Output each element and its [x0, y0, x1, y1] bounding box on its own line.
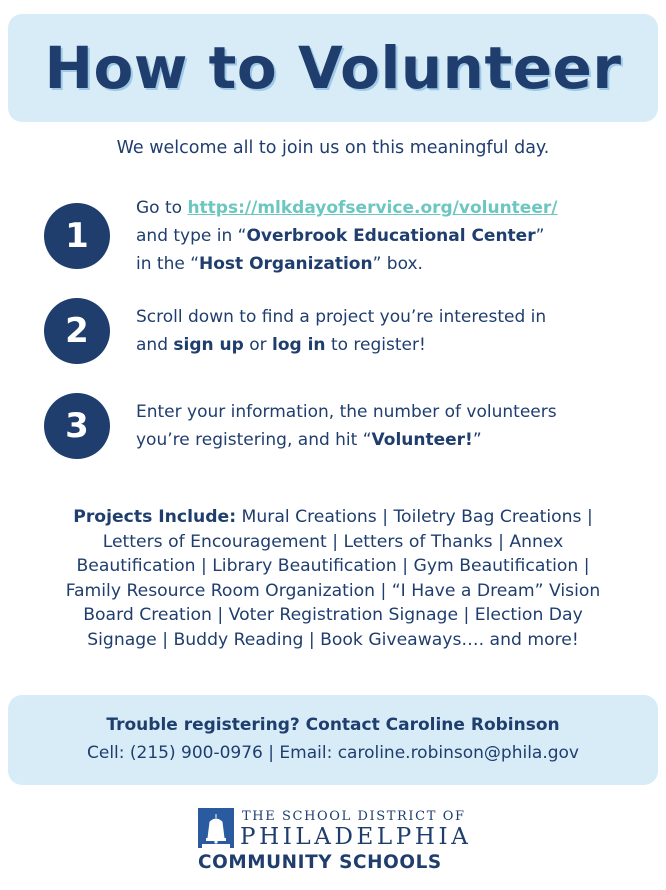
contact-heading: Trouble registering? Contact Caroline Robinson	[106, 715, 560, 735]
page-title: How to Volunteer	[44, 34, 622, 102]
step-1-text: Go to https://mlkdayofservice.org/volunteer/ and type in “Overbrook Educational Center” in the “Host Organization” box.	[136, 198, 558, 274]
step-2	[44, 298, 644, 364]
title-banner	[8, 14, 658, 122]
logo-big-text: PHILADELPHIA	[240, 824, 472, 850]
contact-banner	[8, 695, 658, 785]
intro-text: We welcome all to join us on this meaningful day.	[116, 138, 550, 158]
step-number-badge: 1	[44, 203, 110, 269]
logo-bottom-text: COMMUNITY SCHOOLS	[198, 852, 442, 873]
school-district-logo	[198, 808, 478, 878]
step-1	[44, 194, 644, 278]
step-2-text: Scroll down to find a project you’re interested in and sign up or log in to register!	[136, 307, 547, 355]
step-3	[44, 393, 644, 459]
projects-label: Projects Include:	[73, 507, 237, 527]
step-number-badge: 3	[44, 393, 110, 459]
step-number-badge: 2	[44, 298, 110, 364]
logo-small-text: THE SCHOOL DISTRICT OF	[242, 809, 466, 824]
volunteer-link[interactable]: https://mlkdayofservice.org/volunteer/	[187, 198, 558, 218]
step-3-text: Enter your information, the number of volunteers you’re registering, and hit “Volunteer!”	[136, 402, 557, 450]
contact-details: Cell: (215) 900-0976 | Email: caroline.robinson@phila.gov	[87, 743, 579, 763]
projects-list: Projects Include: Mural Creations | Toiletry Bag Creations | Letters of Encouragement | Letters of Thanks | Annex Beautification | Library Beautification | Gym Beautification | Family Resource Room Organization | “I Have a Dream” Vision Board Creation | Voter Registration Signage | Election Day Signage | Buddy Reading | Book Giveaways…. and more!	[65, 507, 601, 650]
liberty-bell-icon	[198, 808, 234, 852]
